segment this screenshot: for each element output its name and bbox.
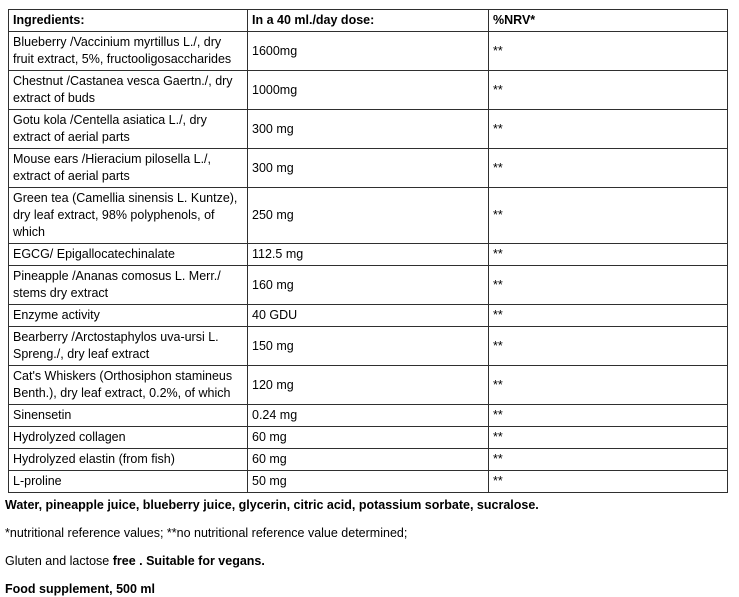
col-header-nrv: %NRV* (489, 10, 728, 32)
nrv-cell: ** (489, 471, 728, 493)
footer-notes (5, 498, 727, 597)
table-row (9, 471, 728, 493)
table-row (9, 305, 728, 327)
ingredient-cell: Hydrolyzed elastin (from fish) (9, 449, 248, 471)
dose-cell: 60 mg (248, 449, 489, 471)
ingredient-cell: Sinensetin (9, 405, 248, 427)
nrv-cell: ** (489, 427, 728, 449)
header-row (9, 10, 728, 32)
ingredient-cell: Chestnut /Castanea vesca Gaertn./, dry extract of buds (9, 71, 248, 110)
nrv-cell: ** (489, 32, 728, 71)
table-row (9, 188, 728, 244)
table-row (9, 327, 728, 366)
allergen-line-regular: Gluten and lactose (5, 554, 113, 568)
table-row (9, 449, 728, 471)
ingredient-cell: Pineapple /Ananas comosus L. Merr./ stems dry extract (9, 266, 248, 305)
nrv-cell: ** (489, 149, 728, 188)
dose-cell: 300 mg (248, 110, 489, 149)
dose-cell: 0.24 mg (248, 405, 489, 427)
col-header-dose: In a 40 ml./day dose: (248, 10, 489, 32)
nrv-cell: ** (489, 327, 728, 366)
table-row (9, 427, 728, 449)
ingredients-table (8, 9, 728, 493)
table-row (9, 149, 728, 188)
dose-cell: 250 mg (248, 188, 489, 244)
table-row (9, 71, 728, 110)
other-ingredients-line: Water, pineapple juice, blueberry juice, glycerin, citric acid, potassium sorbate, sucralose. (5, 498, 539, 512)
allergen-line (5, 554, 727, 569)
allergen-line-bold: free . Suitable for vegans. (112, 554, 265, 568)
table-row (9, 266, 728, 305)
ingredient-cell: L-proline (9, 471, 248, 493)
ingredient-cell: Bearberry /Arctostaphylos uva-ursi L. Spreng./, dry leaf extract (9, 327, 248, 366)
nrv-cell: ** (489, 110, 728, 149)
col-header-ingredients: Ingredients: (9, 10, 248, 32)
nrv-cell: ** (489, 244, 728, 266)
nrv-cell: ** (489, 449, 728, 471)
nrv-cell: ** (489, 405, 728, 427)
dose-cell: 50 mg (248, 471, 489, 493)
nrv-footnote-line: *nutritional reference values; **no nutritional reference value determined; (5, 526, 408, 540)
table-row (9, 110, 728, 149)
dose-cell: 160 mg (248, 266, 489, 305)
ingredient-cell: Cat's Whiskers (Orthosiphon stamineus Benth.), dry leaf extract, 0.2%, of which (9, 366, 248, 405)
dose-cell: 1600mg (248, 32, 489, 71)
ingredient-cell: Hydrolyzed collagen (9, 427, 248, 449)
nrv-cell: ** (489, 366, 728, 405)
table-row (9, 366, 728, 405)
nrv-cell: ** (489, 71, 728, 110)
dose-cell: 300 mg (248, 149, 489, 188)
dose-cell: 150 mg (248, 327, 489, 366)
dose-cell: 40 GDU (248, 305, 489, 327)
nrv-cell: ** (489, 188, 728, 244)
dose-cell: 112.5 mg (248, 244, 489, 266)
table-row (9, 32, 728, 71)
ingredient-cell: Gotu kola /Centella asiatica L./, dry extract of aerial parts (9, 110, 248, 149)
dose-cell: 60 mg (248, 427, 489, 449)
ingredient-cell: Mouse ears /Hieracium pilosella L./, extract of aerial parts (9, 149, 248, 188)
nrv-cell: ** (489, 266, 728, 305)
dose-cell: 1000mg (248, 71, 489, 110)
ingredient-cell: Green tea (Camellia sinensis L. Kuntze), dry leaf extract, 98% polyphenols, of which (9, 188, 248, 244)
ingredient-cell: Enzyme activity (9, 305, 248, 327)
table-row (9, 405, 728, 427)
nrv-cell: ** (489, 305, 728, 327)
dose-cell: 120 mg (248, 366, 489, 405)
table-row (9, 244, 728, 266)
supplement-info-line: Food supplement, 500 ml (5, 582, 156, 596)
ingredient-cell: EGCG/ Epigallocatechinalate (9, 244, 248, 266)
ingredients-table-body (9, 32, 728, 493)
ingredient-cell: Blueberry /Vaccinium myrtillus L./, dry fruit extract, 5%, fructooligosaccharides (9, 32, 248, 71)
